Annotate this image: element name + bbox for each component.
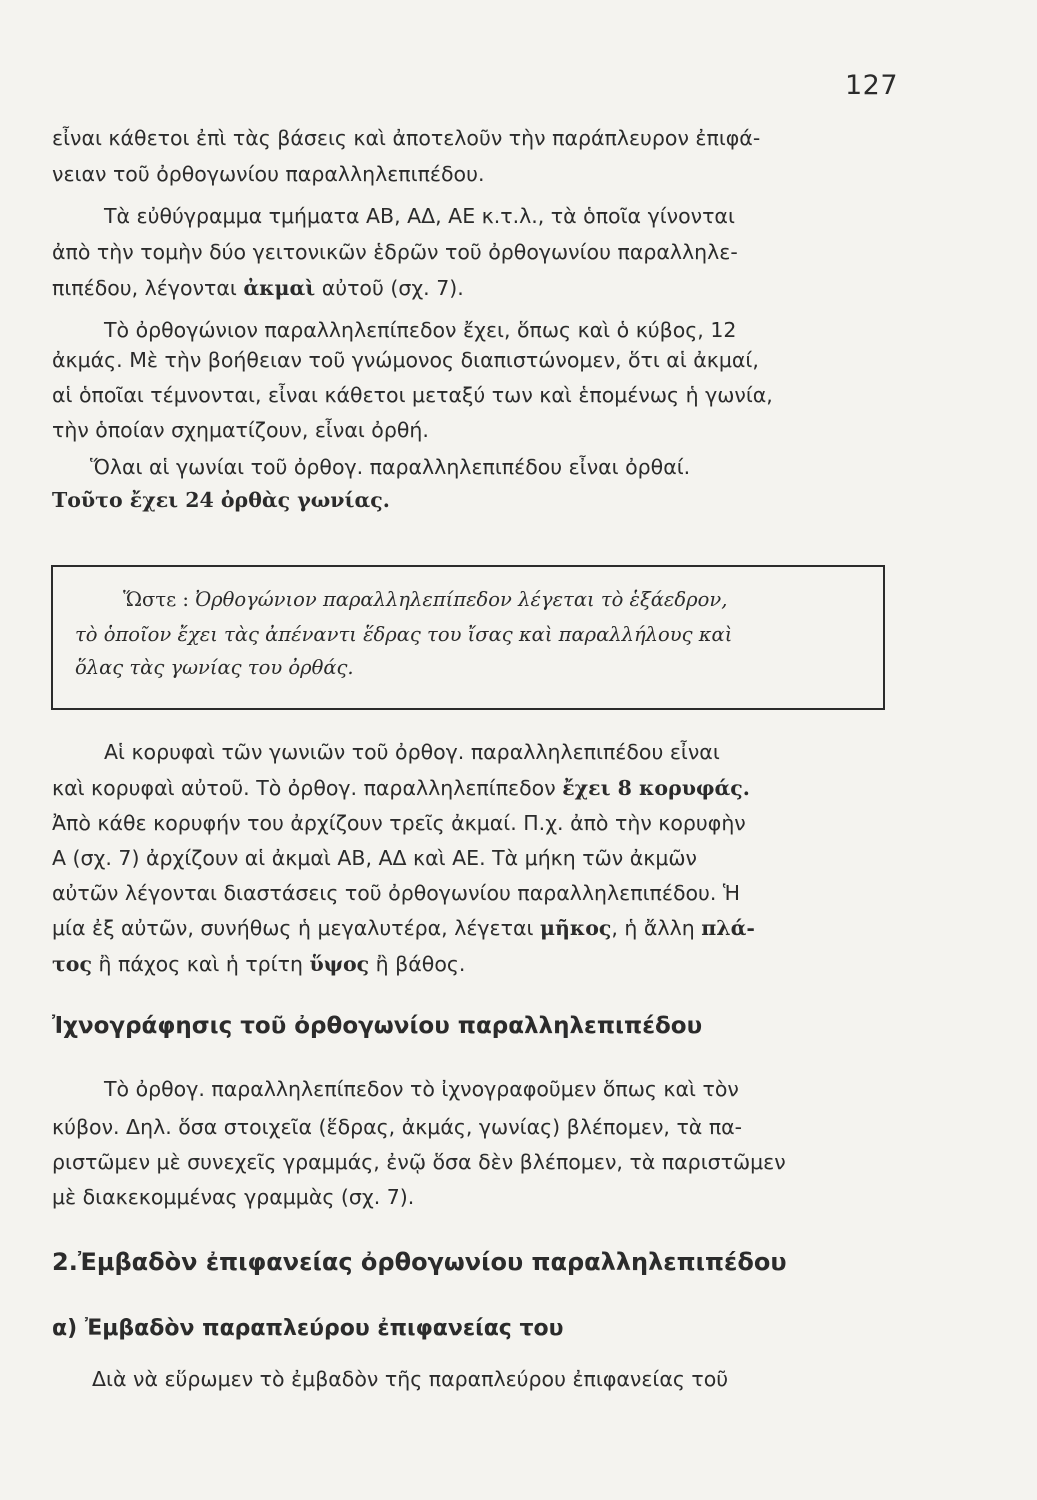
text-line: κύβον. Δηλ. ὅσα στοιχεῖα (ἕδρας, ἀκμάς, γωνίας) βλέπομεν, τὰ πα- [52,1115,743,1139]
definition-line: τὸ ὁποῖον ἔχει τὰς ἀπέναντι ἕδρας του ἴσας καὶ παραλλήλους καὶ [75,623,733,646]
text-line: μία ἐξ αὐτῶν, συνήθως ἡ μεγαλυτέρα, λέγεται μῆκος, ἡ ἄλλη πλά- [52,916,755,940]
text-line: νειαν τοῦ ὀρθογωνίου παραλληλεπιπέδου. [52,162,485,186]
bold-statement: ἔχει 8 κορυφάς. [562,776,750,800]
bold-statement: Τοῦτο ἔχει 24 ὀρθὰς γωνίας. [52,488,390,512]
text-line: Τὸ ὀρθογ. παραλληλεπίπεδον τὸ ἰχνογραφοῦμεν ὅπως καὶ τὸν [104,1077,739,1101]
text-line: Διὰ νὰ εὕρωμεν τὸ ἐμβαδὸν τῆς παραπλεύρου ἐπιφανείας τοῦ [92,1367,729,1391]
term-bold: μῆκος [539,916,612,940]
text-line: Τὸ ὀρθογώνιον παραλληλεπίπεδον ἔχει, ὅπως καὶ ὁ κύβος, 12 [104,318,737,342]
text-line: αὐτῶν λέγονται διαστάσεις τοῦ ὀρθογωνίου παραλληλεπιπέδου. Ἡ [52,881,741,905]
text-line: αἱ ὁποῖαι τέμνονται, εἶναι κάθετοι μεταξύ των καὶ ἑπομένως ἡ γωνία, [52,383,773,407]
page-number: 127 [845,70,899,101]
term-bold: ἀκμαὶ [243,276,316,300]
text-line: πιπέδου, λέγονται ἀκμαὶ αὐτοῦ (σχ. 7). [52,276,464,300]
text-line: εἶναι κάθετοι ἐπὶ τὰς βάσεις καὶ ἀποτελοῦν τὴν παράπλευρον ἐπιφά- [52,126,761,150]
section-heading: Ἰχνογράφησις τοῦ ὀρθογωνίου παραλληλεπιπέδου [52,1013,703,1039]
text-line: Α (σχ. 7) ἀρχίζουν αἱ ἀκμαὶ ΑΒ, ΑΔ καὶ ΑΕ. Τὰ μήκη τῶν ἀκμῶν [52,846,698,870]
text-line: Ὅλαι αἱ γωνίαι τοῦ ὀρθογ. παραλληλεπιπέδου εἶναι ὀρθαί. [90,455,691,479]
text-line: Τὰ εὐθύγραμμα τμήματα ΑΒ, ΑΔ, ΑΕ κ.τ.λ., τὰ ὁποῖα γίνονται [104,204,735,228]
definition-line: Ὥστε : Ὀρθογώνιον παραλληλεπίπεδον λέγεται τὸ ἑξάεδρον, [123,588,728,611]
text-line: καὶ κορυφαὶ αὐτοῦ. Τὸ ὀρθογ. παραλληλεπίπεδον ἔχει 8 κορυφάς. [52,776,750,800]
term-bold: τος [52,952,92,976]
text-line: Αἱ κορυφαὶ τῶν γωνιῶν τοῦ ὀρθογ. παραλληλεπιπέδου εἶναι [104,740,720,764]
definition-box [51,565,885,710]
text-line: ριστῶμεν μὲ συνεχεῖς γραμμάς, ἐνῷ ὅσα δὲν βλέπομεν, τὰ παριστῶμεν [52,1150,786,1174]
text-line: τος ἢ πάχος καὶ ἡ τρίτη ὕψος ἢ βάθος. [52,952,466,976]
text-line: τὴν ὁποίαν σχηματίζουν, εἶναι ὀρθή. [52,418,429,442]
text-line: Ἀπὸ κάθε κορυφήν του ἀρχίζουν τρεῖς ἀκμαί. Π.χ. ἀπὸ τὴν κορυφὴν [52,811,746,835]
text-line: ἀκμάς. Μὲ τὴν βοήθειαν τοῦ γνώμονος διαπιστώνομεν, ὅτι αἱ ἀκμαί, [52,348,759,372]
term-bold: ὕψος [309,952,370,976]
section-heading: 2.Ἐμβαδὸν ἐπιφανείας ὀρθογωνίου παραλληλεπιπέδου [52,1248,787,1276]
text-line: μὲ διακεκομμένας γραμμὰς (σχ. 7). [52,1185,415,1209]
subsection-heading: α) Ἐμβαδὸν παραπλεύρου ἐπιφανείας του [52,1316,564,1341]
term-bold: πλά- [701,916,755,940]
definition-line: ὅλας τὰς γωνίας του ὀρθάς. [75,656,354,679]
text-line: ἀπὸ τὴν τομὴν δύο γειτονικῶν ἑδρῶν τοῦ ὀρθογωνίου παραλληλε- [52,240,738,264]
